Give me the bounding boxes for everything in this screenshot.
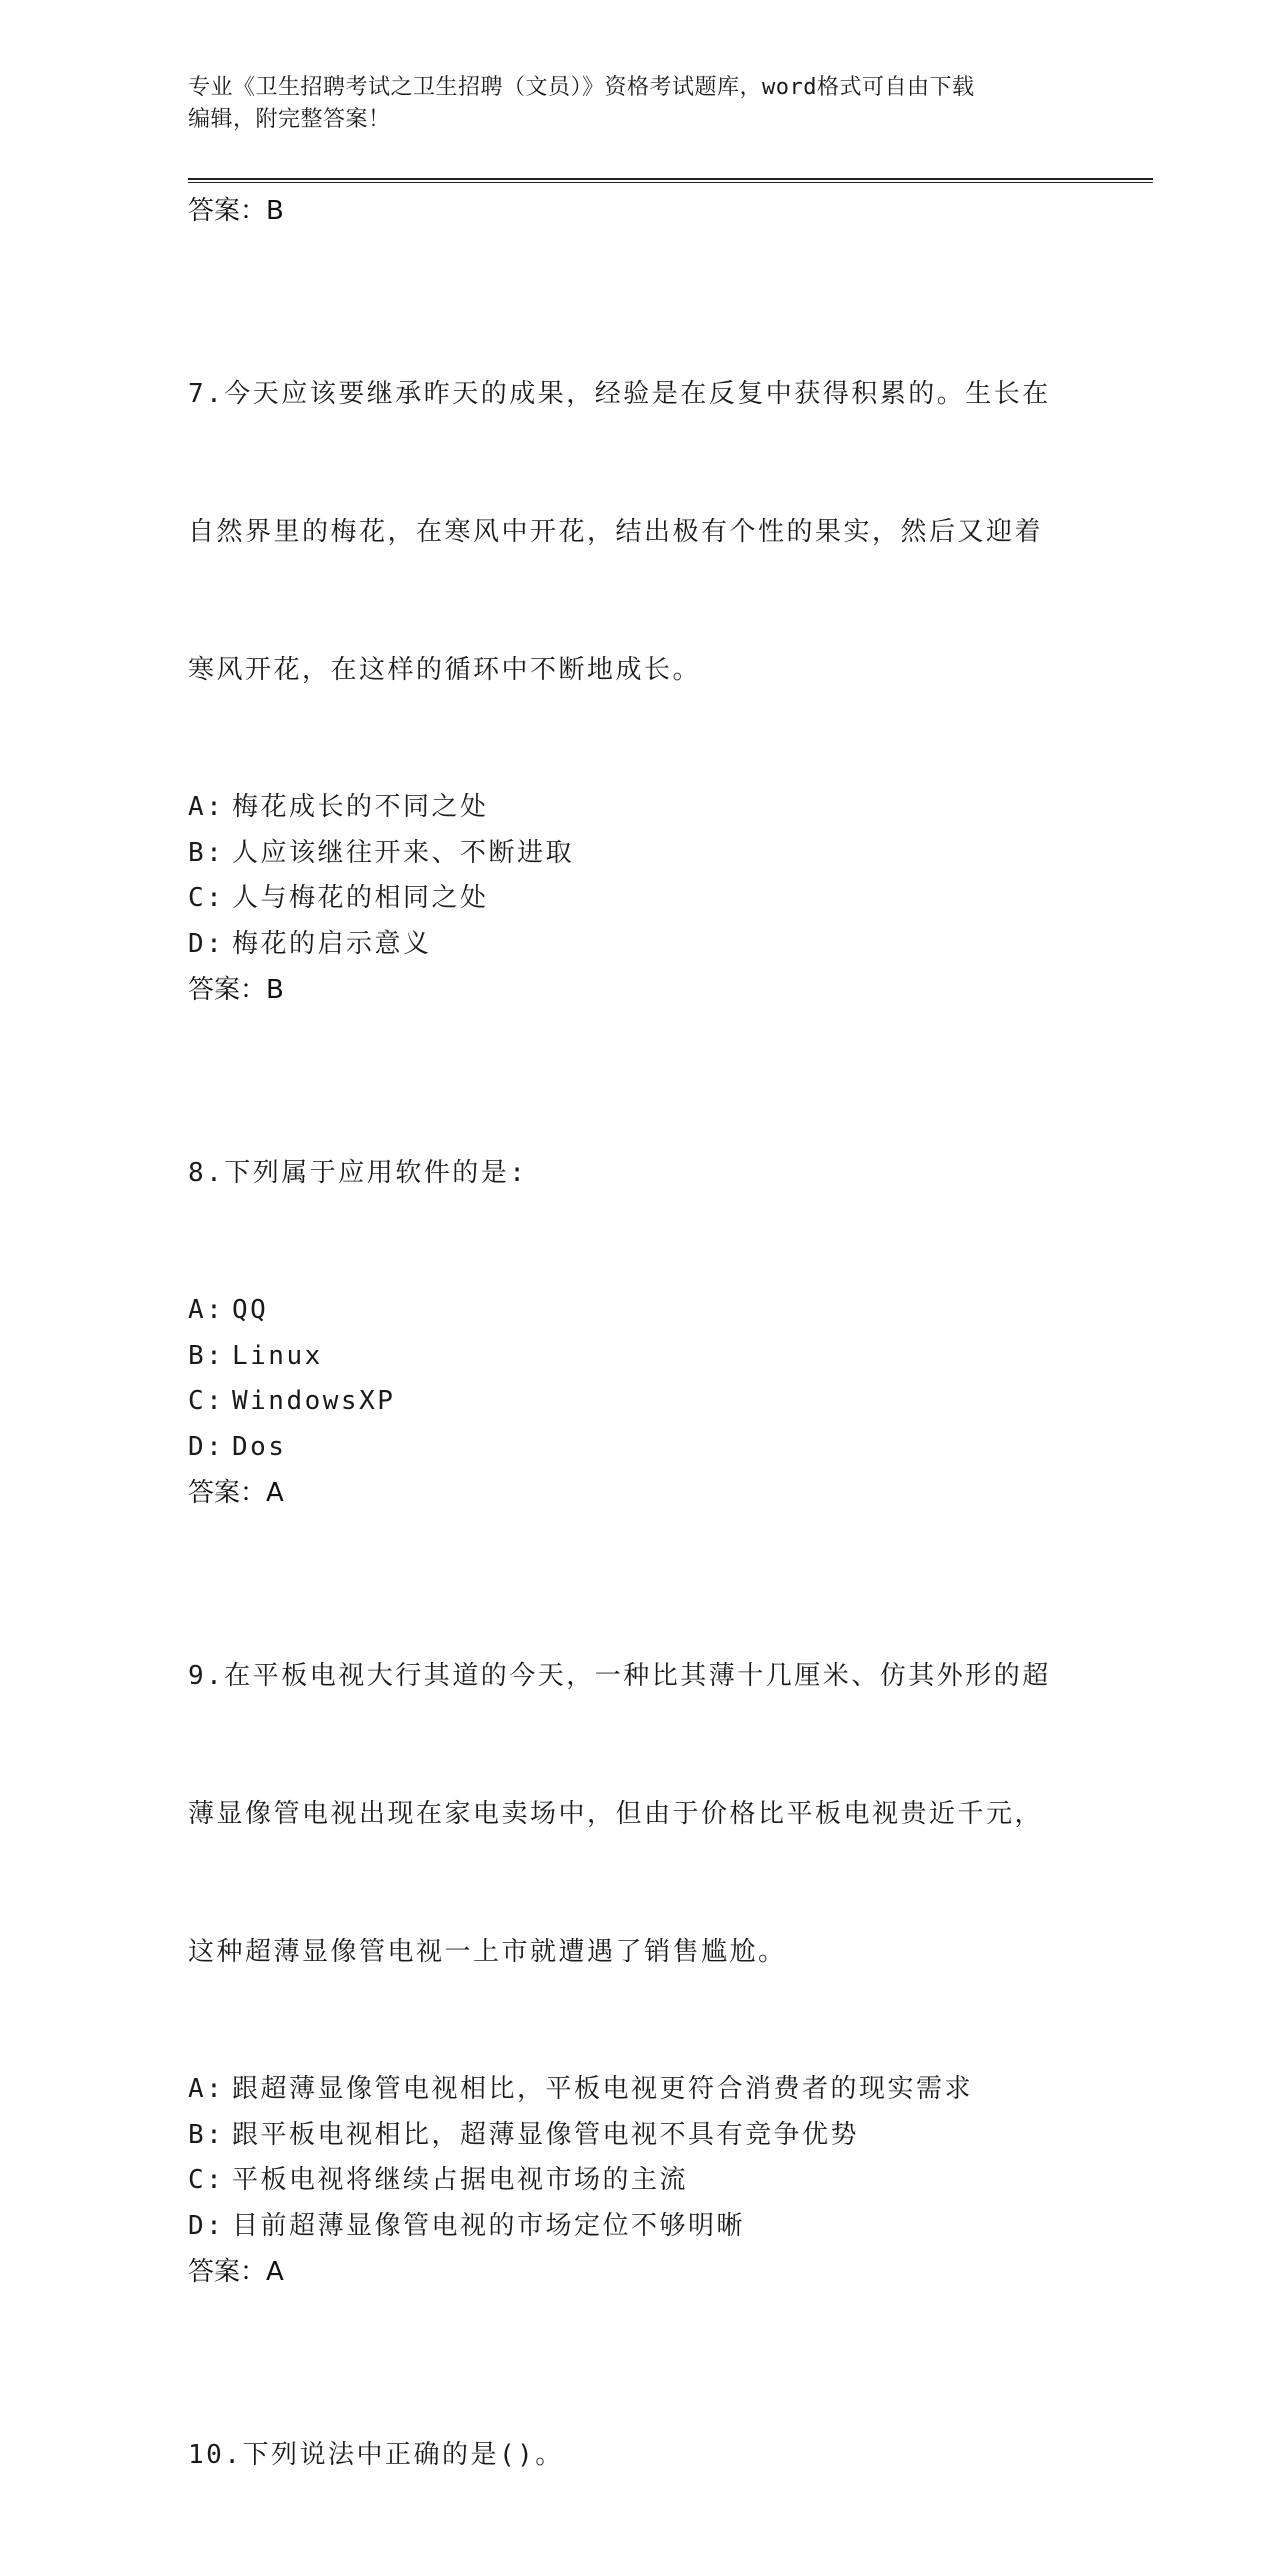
answer: 答案：A bbox=[188, 1478, 284, 1508]
option-b: B: 人应该继往开来、不断进取 bbox=[188, 837, 575, 868]
question-stem bbox=[188, 2340, 1153, 2570]
answer: 答案：B bbox=[188, 975, 284, 1005]
header-divider bbox=[188, 178, 1153, 183]
stem-line: 10.下列说法中正确的是()。 bbox=[188, 2440, 564, 2470]
option-b: B: Linux bbox=[188, 1340, 323, 1371]
stem-line: 8.下列属于应用软件的是: bbox=[188, 1158, 528, 1188]
spacer bbox=[188, 1516, 1153, 1561]
option-c: C: 人与梅花的相同之处 bbox=[188, 883, 489, 913]
question-10 bbox=[188, 2340, 1153, 2570]
option-b: B: 跟平板电视相比，超薄显像管电视不具有竞争优势 bbox=[188, 2119, 860, 2150]
spacer bbox=[188, 2295, 1153, 2340]
answer: 答案：A bbox=[188, 2257, 284, 2287]
question-9 bbox=[188, 1561, 1153, 2295]
stem-line: 9.在平板电视大行其道的今天，一种比其薄十几厘米、仿其外形的超 bbox=[188, 1661, 1051, 1691]
page-header bbox=[188, 72, 1088, 136]
question-7 bbox=[188, 279, 1153, 1013]
spacer bbox=[188, 234, 1153, 279]
option-d: D: 目前超薄显像管电视的市场定位不够明晰 bbox=[188, 2210, 746, 2241]
option-a: A: QQ bbox=[188, 1295, 269, 1325]
spacer bbox=[188, 1013, 1153, 1058]
stem-line: 薄显像管电视出现在家电卖场中，但由于价格比平板电视贵近千元， bbox=[188, 1799, 1044, 1829]
stem-line: 寒风开花，在这样的循环中不断地成长。 bbox=[188, 655, 702, 685]
question-stem bbox=[188, 1561, 1153, 2067]
option-d: D: 梅花的启示意义 bbox=[188, 928, 432, 959]
option-a: A: 跟超薄显像管电视相比，平板电视更符合消费者的现实需求 bbox=[188, 2074, 974, 2104]
answer-previous: 答案：B bbox=[188, 196, 284, 226]
stem-line: 7.今天应该要继承昨天的成果，经验是在反复中获得积累的。生长在 bbox=[188, 379, 1051, 409]
question-list bbox=[188, 188, 1153, 2570]
question-8 bbox=[188, 1058, 1153, 1516]
option-d: D: Dos bbox=[188, 1431, 287, 1462]
header-line-1: 专业《卫生招聘考试之卫生招聘（文员）》资格考试题库，word格式可自由下载 bbox=[188, 75, 975, 100]
stem-line: 自然界里的梅花，在寒风中开花，结出极有个性的果实，然后又迎着 bbox=[188, 517, 1044, 547]
header-line-2: 编辑，附完整答案！ bbox=[188, 107, 391, 132]
question-stem bbox=[188, 279, 1153, 785]
question-stem bbox=[188, 1058, 1153, 1288]
option-a: A: 梅花成长的不同之处 bbox=[188, 792, 489, 822]
option-c: C: 平板电视将继续占据电视市场的主流 bbox=[188, 2165, 689, 2195]
stem-line: 这种超薄显像管电视一上市就遭遇了销售尴尬。 bbox=[188, 1937, 787, 1967]
option-c: C: WindowsXP bbox=[188, 1386, 396, 1416]
